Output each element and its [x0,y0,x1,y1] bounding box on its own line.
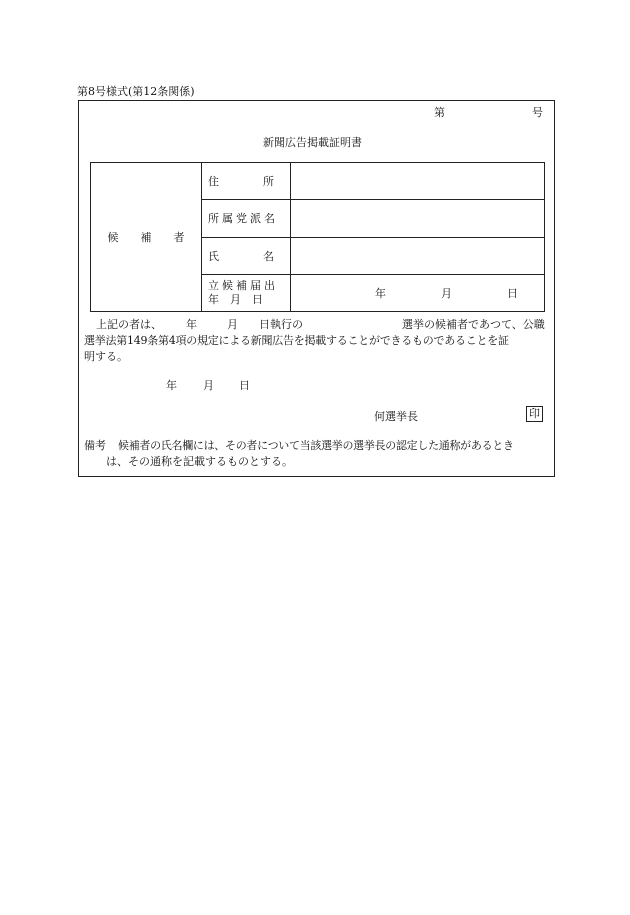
statement-day: 日執行の [259,318,303,331]
date-month: 月 [203,379,214,392]
name-value[interactable] [291,237,545,274]
address-label-text: 住 所 [208,175,274,189]
statement-month: 月 [227,318,238,331]
address-label [202,163,291,200]
party-label [202,200,291,237]
filing-year: 年 [375,286,386,300]
remarks-line2: は、その通称を記載するものとする。 [106,455,293,468]
number-dai: 第 [434,106,445,119]
document-title: 新聞広告掲載証明書 [263,136,362,149]
filing-date-label [202,274,291,311]
filing-day: 日 [507,286,518,300]
candidate-table [90,162,545,312]
issuer: 何選挙長 [374,410,418,423]
remarks-line1: 候補者の氏名欄には、その者について当該選挙の選挙長の認定した通称があるとき [118,439,514,452]
name-label [202,237,291,274]
date-day: 日 [239,379,250,392]
statement-year: 年 [186,318,197,331]
party-label-text: 所属党派名 [208,212,278,226]
statement-line1-b: 選挙の候補者であつて、公職 [402,318,545,331]
filing-month: 月 [441,286,452,300]
seal [526,406,543,422]
address-value[interactable] [291,163,545,200]
number-go: 号 [532,106,543,119]
statement-line1-a: 上記の者は、 [96,318,162,331]
party-value[interactable] [291,200,545,237]
filing-date-label-line2: 年 月 日 [208,292,263,306]
statement-line3: 明する。 [84,350,128,363]
name-label-text: 氏 名 [208,249,274,263]
filing-date-value[interactable] [291,274,545,311]
statement-line2: 選挙法第149条第4項の規定による新聞広告を掲載することができるものであることを証 [84,334,509,347]
filing-date-label-line1: 立候補届出 [208,278,278,292]
remarks-label: 備考 [84,439,106,452]
date-year: 年 [166,379,177,392]
form-label: 第8号様式(第12条関係) [77,85,195,98]
candidate-header: 候 補 者 [91,163,202,312]
seal-mark: 印 [526,406,543,422]
